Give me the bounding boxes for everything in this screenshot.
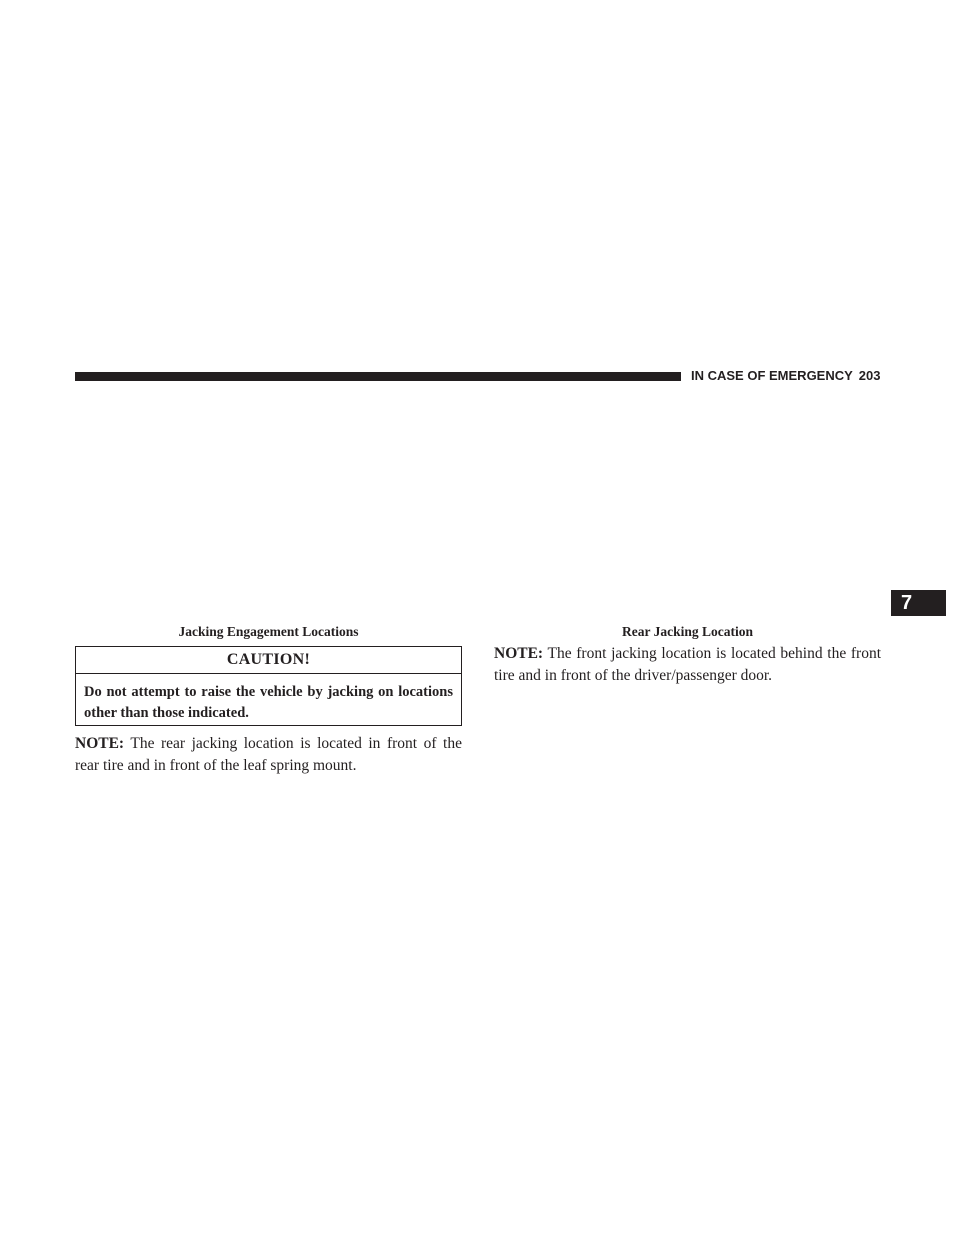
chapter-tab: 7 <box>891 590 946 616</box>
note-text: The rear jacking location is located in front of the rear tire and in front of the leaf spring mount. <box>75 735 462 774</box>
page-number: 203 <box>858 368 881 383</box>
figure-caption-rear-jacking: Rear Jacking Location <box>622 624 753 639</box>
section-title: IN CASE OF EMERGENCY <box>691 368 853 383</box>
note-front-jacking <box>494 643 881 687</box>
header-rule <box>75 372 681 381</box>
caution-box <box>75 646 462 726</box>
note-rear-jacking <box>75 733 462 777</box>
note-label: NOTE: <box>494 645 544 662</box>
note-label: NOTE: <box>75 735 125 752</box>
running-header <box>691 367 881 385</box>
note-text: The front jacking location is located behind the front tire and in front of the driver/passenger door. <box>494 645 881 684</box>
caution-title: CAUTION! <box>76 647 461 674</box>
figure-caption-jacking-engagement: Jacking Engagement Locations <box>178 624 359 639</box>
caution-text: Do not attempt to raise the vehicle by jacking on locations other than those indicated. <box>84 684 453 721</box>
